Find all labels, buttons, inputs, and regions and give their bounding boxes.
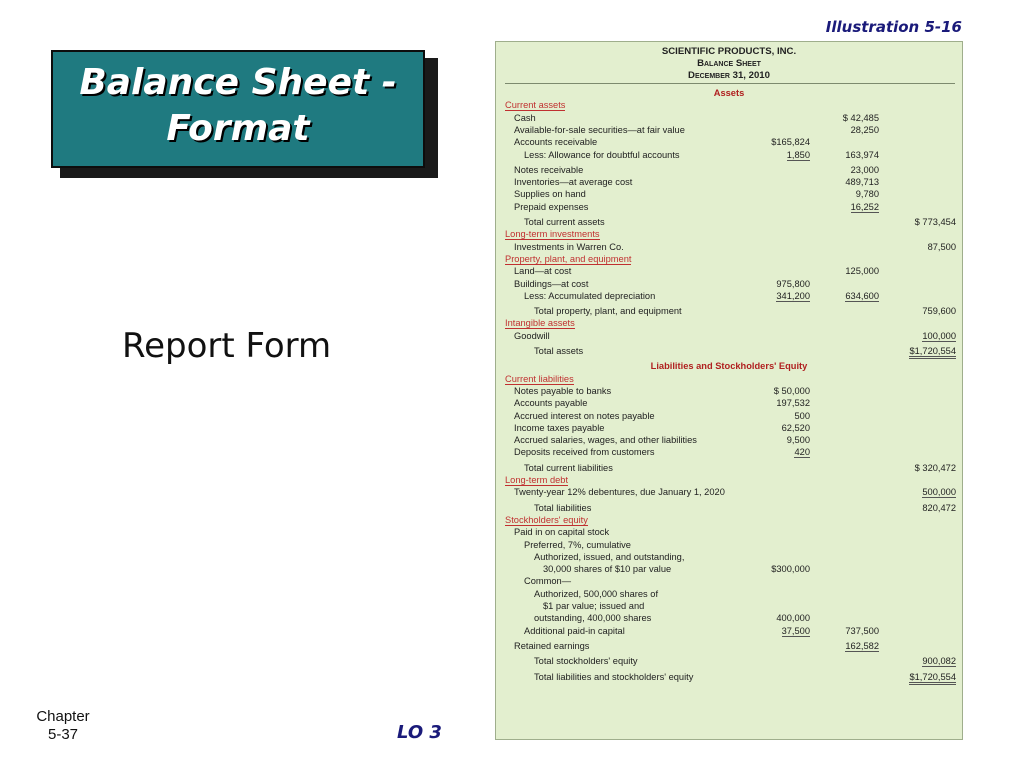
line-item-label: Total stockholders' equity <box>534 656 638 667</box>
amount-value: 197,532 <box>776 398 810 409</box>
line-item-row <box>496 124 962 136</box>
amount-value: 759,600 <box>922 306 956 317</box>
amount-col-3 <box>886 671 956 683</box>
amount-value: 16,252 <box>850 201 879 212</box>
section-heading <box>496 253 962 265</box>
line-item-row <box>496 164 962 176</box>
line-item-label: Authorized, issued, and outstanding, <box>534 551 685 562</box>
line-item-label: Common— <box>524 576 572 587</box>
amount-col-1 <box>740 278 810 290</box>
amount-value: 341,200 <box>776 290 810 301</box>
amount-value: 125,000 <box>845 266 879 277</box>
amount-value: $ 42,485 <box>842 112 879 123</box>
amount-col-1 <box>740 434 810 446</box>
amount-col-3 <box>886 330 956 342</box>
line-item-row <box>496 176 962 188</box>
amount-col-1 <box>740 625 810 637</box>
amount-col-1 <box>740 446 810 458</box>
amount-value: 400,000 <box>776 613 810 624</box>
statement-title: Balance Sheet <box>697 58 761 69</box>
amount-value: 500 <box>794 410 810 421</box>
section-heading-text: Property, plant, and equipment <box>505 253 632 264</box>
statement-date: December 31, 2010 <box>688 70 770 81</box>
amount-col-1 <box>740 612 810 624</box>
amount-value: 163,974 <box>845 149 879 160</box>
section-heading <box>496 99 962 111</box>
amount-value: $165,824 <box>771 137 810 148</box>
line-item-label: Accrued salaries, wages, and other liabilities <box>514 435 697 446</box>
section-heading-text: Long-term investments <box>505 229 600 240</box>
amount-value: $1,720,554 <box>909 672 956 685</box>
amount-value: $ 773,454 <box>914 217 956 227</box>
amount-col-1 <box>740 149 810 161</box>
amount-col-1 <box>740 136 810 148</box>
section-heading-text: Stockholders' equity <box>505 514 588 525</box>
amount-value: 62,520 <box>781 422 810 433</box>
line-item-label: Total current assets <box>524 217 605 227</box>
line-item-label: Retained earnings <box>514 640 590 651</box>
line-item-label: Supplies on hand <box>514 189 586 200</box>
line-item-label: Notes receivable <box>514 164 584 175</box>
section-heading-text: Current liabilities <box>505 373 574 384</box>
amount-col-2 <box>809 124 879 136</box>
line-item-label: Buildings—at cost <box>514 278 589 289</box>
amount-value: 634,600 <box>845 290 879 301</box>
amount-col-1 <box>740 563 810 575</box>
line-item-label: Authorized, 500,000 shares of <box>534 588 659 599</box>
section-heading-centered <box>496 360 962 372</box>
line-item-label: Goodwill <box>514 330 550 341</box>
line-item-row <box>496 526 962 538</box>
line-item-row <box>496 462 962 474</box>
line-item-label: Income taxes payable <box>514 422 605 433</box>
amount-value: 162,582 <box>845 640 879 651</box>
line-item-label: Inventories—at average cost <box>514 177 633 188</box>
amount-col-2 <box>809 188 879 200</box>
line-item-label: $1 par value; issued and <box>543 601 645 611</box>
line-item-label: Preferred, 7%, cumulative <box>524 539 631 550</box>
line-item-row <box>496 241 962 253</box>
line-item-row <box>496 305 962 317</box>
amount-value: 820,472 <box>922 502 956 513</box>
section-heading-centered <box>496 87 962 99</box>
line-item-label: Less: Allowance for doubtful accounts <box>524 149 680 160</box>
line-item-row <box>496 551 962 563</box>
section-heading <box>496 373 962 385</box>
line-item-label: Total liabilities and stockholders' equity <box>534 671 694 682</box>
company-name: SCIENTIFIC PRODUCTS, INC. <box>661 46 797 57</box>
section-heading-text: Intangible assets <box>505 318 575 329</box>
amount-value: 975,800 <box>776 278 810 289</box>
section-heading <box>496 228 962 240</box>
line-item-row <box>496 265 962 277</box>
line-item-label: Prepaid expenses <box>514 201 589 212</box>
amount-value: 420 <box>794 447 810 458</box>
line-item-row <box>496 612 962 624</box>
page-number: 5-37 <box>47 726 79 743</box>
report-form-label: Report Form <box>122 326 332 366</box>
amount-value: 900,082 <box>922 656 956 667</box>
line-item-label: Twenty-year 12% debentures, due January 1, 2020 <box>514 487 725 498</box>
amount-col-1 <box>740 410 810 422</box>
line-item-row <box>496 575 962 587</box>
amount-col-1 <box>740 290 810 302</box>
line-item-row <box>496 502 962 514</box>
amount-col-2 <box>809 176 879 188</box>
line-item-label: Investments in Warren Co. <box>514 241 624 252</box>
line-item-label: 30,000 shares of $10 par value <box>543 564 672 575</box>
amount-value: 489,713 <box>845 177 879 188</box>
section-heading-text: Current assets <box>505 100 566 111</box>
line-item-label: Total property, plant, and equipment <box>534 306 682 317</box>
amount-col-1 <box>740 397 810 409</box>
line-item-row <box>496 671 962 683</box>
line-item-row <box>496 149 962 161</box>
section-heading-text: Long-term debt <box>505 475 569 485</box>
balance-sheet-panel <box>495 41 963 740</box>
amount-value: $ 50,000 <box>773 385 810 396</box>
section-heading <box>496 514 962 526</box>
amount-col-1 <box>740 385 810 397</box>
line-item-row <box>496 588 962 600</box>
amount-col-2 <box>809 290 879 302</box>
amount-col-2 <box>809 640 879 652</box>
header-divider <box>505 83 955 84</box>
line-item-row <box>496 290 962 302</box>
line-item-row <box>496 422 962 434</box>
amount-col-2 <box>809 625 879 637</box>
line-item-label: Notes payable to banks <box>514 385 612 396</box>
line-item-row <box>496 136 962 148</box>
line-item-row <box>496 201 962 213</box>
amount-value: $ 320,472 <box>914 462 956 473</box>
amount-col-3 <box>886 305 956 317</box>
amount-col-2 <box>809 164 879 176</box>
slide-title-line1: Balance Sheet - <box>79 62 397 103</box>
line-item-label: Cash <box>514 112 536 123</box>
amount-value: 100,000 <box>922 330 956 341</box>
amount-value: 9,500 <box>786 435 810 446</box>
amount-col-3 <box>886 502 956 514</box>
amount-col-3 <box>886 345 956 357</box>
amount-col-3 <box>886 241 956 253</box>
line-item-label: Land—at cost <box>514 266 572 277</box>
line-item-row <box>496 539 962 551</box>
amount-value: 9,780 <box>855 189 879 200</box>
line-item-row <box>496 446 962 458</box>
line-item-row <box>496 112 962 124</box>
learning-objective: LO 3 <box>397 722 442 743</box>
line-item-row <box>496 655 962 667</box>
line-item-label: Accounts payable <box>514 398 588 409</box>
slide-title <box>53 60 423 152</box>
line-item-row <box>496 397 962 409</box>
amount-value: 37,500 <box>781 625 810 636</box>
amount-col-3 <box>886 216 956 228</box>
line-item-row <box>496 434 962 446</box>
line-item-row <box>496 410 962 422</box>
line-item-label: Paid in on capital stock <box>514 527 610 538</box>
amount-value: 87,500 <box>927 241 956 252</box>
amount-col-1 <box>740 422 810 434</box>
amount-col-3 <box>886 655 956 667</box>
line-item-row <box>496 625 962 637</box>
slide-title-line2: Format <box>166 108 310 149</box>
amount-col-2 <box>809 112 879 124</box>
section-heading <box>496 474 962 486</box>
line-item-row <box>496 563 962 575</box>
amount-col-2 <box>809 265 879 277</box>
line-item-row <box>496 188 962 200</box>
amount-value: $1,720,554 <box>909 346 956 359</box>
amount-col-2 <box>809 201 879 213</box>
line-item-row <box>496 345 962 357</box>
centered-heading-text: Liabilities and Stockholders' Equity <box>650 361 808 372</box>
line-item-label: Total assets <box>534 346 584 356</box>
line-item-label: Less: Accumulated depreciation <box>524 290 656 301</box>
line-item-row <box>496 330 962 342</box>
amount-col-2 <box>809 149 879 161</box>
line-item-label: Accounts receivable <box>514 137 598 148</box>
line-item-label: Total liabilities <box>534 502 592 513</box>
line-item-label: Additional paid-in capital <box>524 625 625 636</box>
line-item-label: Accrued interest on notes payable <box>514 410 655 421</box>
amount-value: 500,000 <box>922 487 956 498</box>
line-item-label: Deposits received from customers <box>514 447 655 458</box>
amount-value: 28,250 <box>850 124 879 135</box>
line-item-row <box>496 216 962 228</box>
line-item-row <box>496 385 962 397</box>
line-item-row <box>496 600 962 612</box>
slide-title-box <box>51 50 425 168</box>
amount-col-3 <box>886 462 956 474</box>
line-item-row <box>496 640 962 652</box>
chapter-label: Chapter <box>36 708 90 725</box>
line-item-row <box>496 486 962 498</box>
amount-value: 23,000 <box>850 164 879 175</box>
section-heading <box>496 317 962 329</box>
amount-col-3 <box>886 486 956 498</box>
amount-value: 1,850 <box>786 149 810 160</box>
amount-value: $300,000 <box>771 564 810 575</box>
line-item-label: outstanding, 400,000 shares <box>534 613 652 624</box>
illustration-label: Illustration 5-16 <box>825 18 962 36</box>
chapter-footer <box>28 708 98 744</box>
line-item-row <box>496 278 962 290</box>
amount-value: 737,500 <box>845 625 879 636</box>
line-item-label: Available-for-sale securities—at fair value <box>514 124 685 135</box>
line-item-label: Total current liabilities <box>524 462 613 473</box>
centered-heading-text: Assets <box>713 88 745 98</box>
